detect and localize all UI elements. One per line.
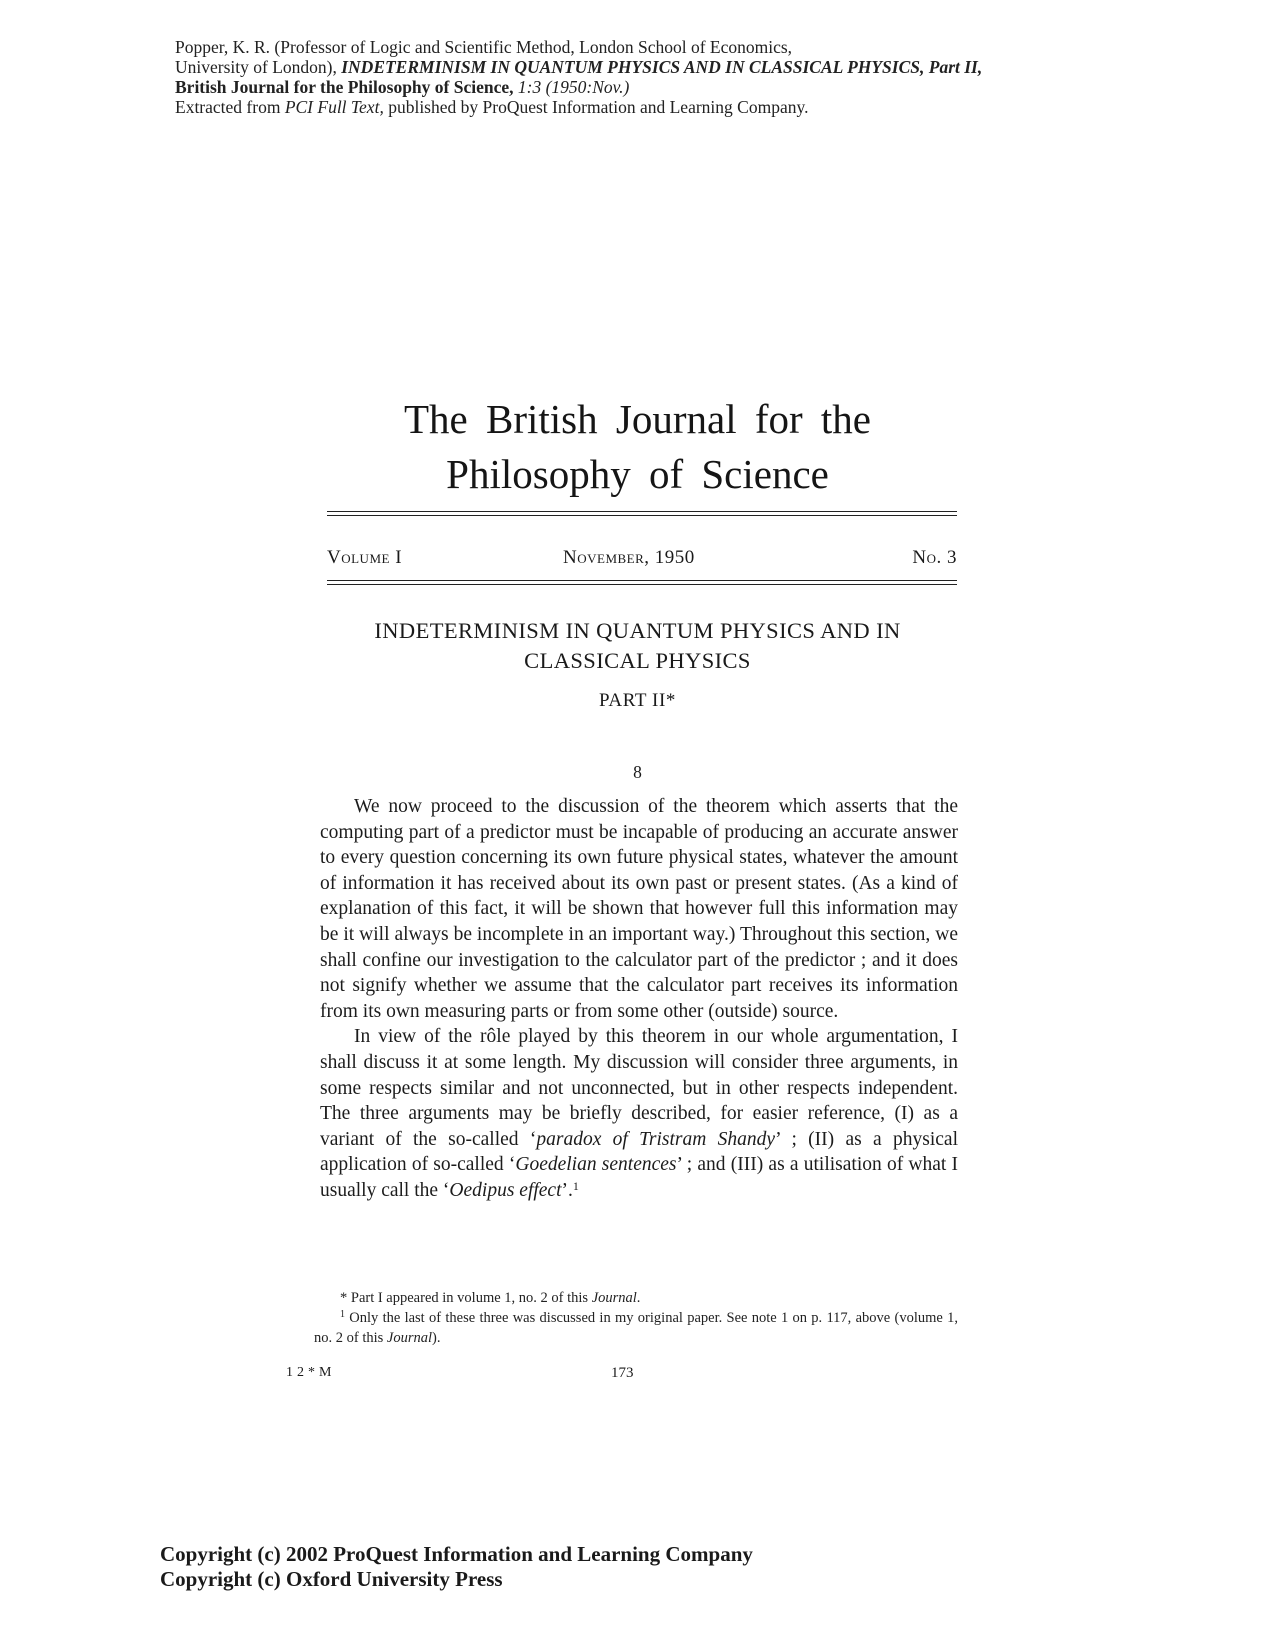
journal-title	[300, 392, 975, 502]
footnote-star-end: .	[636, 1290, 641, 1306]
footnote-star-text: Part I appeared in volume 1, no. 2 of this	[350, 1290, 592, 1306]
term-goedelian-sentences: Goedelian sentences	[515, 1154, 677, 1176]
citation-affiliation: University of London),	[175, 57, 342, 77]
footnote-star	[314, 1288, 958, 1308]
double-rule-bottom-1	[327, 580, 957, 581]
double-rule-top-1	[327, 511, 957, 512]
footnote-1-end: ).	[432, 1330, 441, 1346]
volume-label: Volume I	[327, 547, 403, 568]
article-title-line-1: INDETERMINISM IN QUANTUM PHYSICS AND IN	[374, 618, 901, 643]
article-part: PART II*	[598, 690, 677, 711]
issue-date: November, 1950	[563, 547, 695, 568]
citation-source: PCI Full Text,	[284, 97, 384, 117]
citation-issue: 1:3 (1950:Nov.)	[513, 77, 630, 97]
paragraph-2-text-d: ’.	[561, 1179, 573, 1201]
copyright-proquest: Copyright (c) 2002 ProQuest Information and Learning Company	[160, 1542, 753, 1566]
citation-source-suffix: published by ProQuest Information and Learning Company.	[383, 97, 809, 117]
section-number: 8	[633, 762, 642, 782]
footnote-1	[314, 1308, 958, 1348]
paragraph-2-text-b: ’ ; (II) as a physical application of so-called ‘	[320, 1128, 958, 1176]
footnotes	[314, 1288, 958, 1348]
journal-title-line-2: Philosophy of Science	[446, 451, 829, 497]
article-title-line-2: CLASSICAL PHYSICS	[524, 648, 751, 673]
journal-title-line-1: The British Journal for the	[404, 396, 871, 442]
double-rule-bottom-2	[327, 584, 957, 585]
paragraph-1: We now proceed to the discussion of the theorem which asserts that the computing part of a predictor must be incapable of producing an accurate answer to every question concerning its own future physical states, whatever the amount of information it has received about its own past or present states. (As a kind of explanation of this fact, it will be shown that however full this information may be it will always be incomplete in an important way.) Throughout this section, we shall confine our investigation to the calculator part of the predictor ; and it does not signify whether we assume that the calculator part receives its information from its own measuring parts or from some other (outside) source.	[320, 796, 958, 1022]
paragraph-2	[320, 1024, 958, 1203]
footnote-1-text: Only the last of these three was discussed in my original paper. See note 1 on p. 117, above (volume 1, no. 2 of this	[314, 1310, 958, 1346]
footnote-1-mark: 1	[340, 1309, 345, 1320]
citation-line-2	[175, 57, 1255, 77]
footnote-1-journal: Journal	[386, 1330, 433, 1346]
term-oedipus-effect: Oedipus effect	[449, 1179, 562, 1201]
footnote-star-journal: Journal	[591, 1290, 637, 1306]
article-title	[315, 616, 960, 676]
term-tristram-shandy: paradox of Tristram Shandy	[536, 1128, 776, 1150]
citation-journal: British Journal for the Philosophy of Science,	[175, 77, 514, 97]
issue-number: No. 3	[912, 547, 957, 568]
copyright-block	[160, 1542, 753, 1592]
copyright-oup: Copyright (c) Oxford University Press	[160, 1567, 503, 1591]
citation-line-4	[175, 97, 1255, 117]
footnote-ref-1: 1	[572, 1178, 579, 1193]
citation-header	[175, 37, 1255, 117]
article-body	[320, 794, 958, 1204]
citation-line-1: Popper, K. R. (Professor of Logic and Scientific Method, London School of Economics,	[175, 37, 793, 57]
citation-article-title: INDETERMINISM IN QUANTUM PHYSICS AND IN CLASSICAL PHYSICS, Part II,	[341, 57, 983, 77]
paragraph-2-text-c: ’ ; and (III) as a utilisation of what I usually call the ‘	[320, 1154, 958, 1201]
double-rule-top-2	[327, 515, 957, 516]
paragraph-2-text-a: In view of the rôle played by this theorem in our whole argumentation, I shall discuss it at some length. My discussion will consider three arguments, in some respects similar and not unconnected, but in other respects independent. The three arguments may be briefly described, for easier reference, (I) as a variant of the so-called ‘	[320, 1026, 958, 1150]
page-number: 173	[611, 1365, 634, 1381]
footnote-star-mark: *	[340, 1290, 351, 1306]
citation-line-3	[175, 77, 1255, 97]
citation-source-prefix: Extracted from	[175, 97, 285, 117]
printer-signature: 12*M	[286, 1365, 336, 1380]
